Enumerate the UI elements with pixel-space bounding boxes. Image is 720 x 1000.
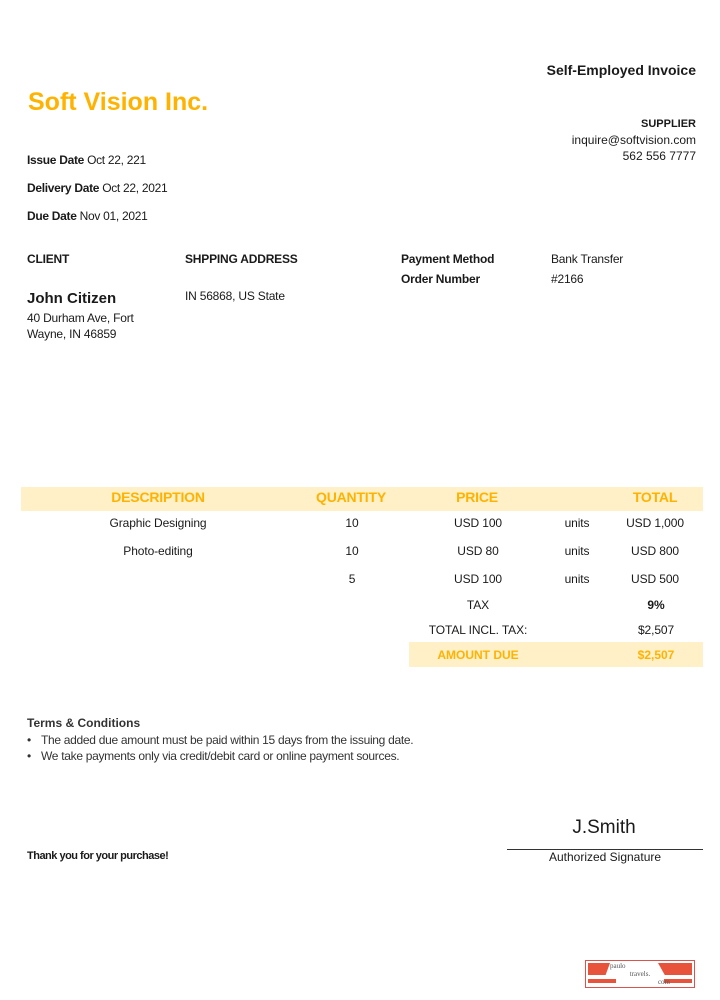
row-unit: units <box>564 516 590 530</box>
row-description: Photo-editing <box>123 544 193 558</box>
client-address: 40 Durham Ave, Fort Wayne, IN 46859 <box>27 311 134 341</box>
row-total: USD 1,000 <box>626 516 684 530</box>
row-total: USD 500 <box>631 572 679 586</box>
terms-item: • The added due amount must be paid within 15 days from the issuing date. <box>27 733 414 747</box>
row-quantity: 10 <box>345 516 359 530</box>
header-description: DESCRIPTION <box>111 489 205 505</box>
thank-you-note: Thank you for your purchase! <box>27 850 169 862</box>
total-incl-tax-value: $2,507 <box>637 623 675 637</box>
row-unit: units <box>564 572 590 586</box>
shipping-label: SHPPING ADDRESS <box>185 252 298 266</box>
client-label: CLIENT <box>27 252 70 266</box>
payment-method-value: Bank Transfer <box>551 252 624 266</box>
order-number-value: #2166 <box>551 272 584 286</box>
signature-name: J.Smith <box>572 817 636 838</box>
delivery-date-label: Delivery Date <box>27 181 100 195</box>
row-total: USD 800 <box>631 544 679 558</box>
supplier-block <box>572 116 696 164</box>
company-name: Soft Vision Inc. <box>28 88 209 116</box>
supplier-email: inquire@softvision.com <box>571 133 696 147</box>
header-total: TOTAL <box>632 489 678 505</box>
header-quantity: QUANTITY <box>316 489 386 505</box>
delivery-date-value: Oct 22, 2021 <box>102 181 168 195</box>
order-number-label: Order Number <box>401 272 480 286</box>
bullet-icon: • <box>27 733 31 747</box>
delivery-date-row <box>27 181 167 195</box>
issue-date-label: Issue Date <box>27 153 85 167</box>
row-quantity: 5 <box>348 572 356 586</box>
row-price: USD 80 <box>457 544 499 558</box>
due-date-value: Nov 01, 2021 <box>79 209 148 223</box>
terms-title: Terms & Conditions <box>27 716 141 730</box>
header-price: PRICE <box>456 489 498 505</box>
tax-label: TAX <box>466 598 490 612</box>
amount-due-label: AMOUNT DUE <box>437 648 519 662</box>
supplier-phone: 562 556 7777 <box>622 149 696 163</box>
payment-method-label: Payment Method <box>401 252 495 266</box>
due-date-row <box>27 209 147 223</box>
terms-item: • We take payments only via credit/debit card or online payment sources. <box>27 749 400 763</box>
invoice-title: Self-Employed Invoice <box>546 62 696 78</box>
row-price: USD 100 <box>454 516 502 530</box>
signature-label: Authorized Signature <box>548 850 662 864</box>
row-quantity: 10 <box>345 544 359 558</box>
client-name: John Citizen <box>27 290 117 307</box>
row-description: Graphic Designing <box>109 516 207 530</box>
watermark-text: paulo travels. com <box>610 962 670 986</box>
issue-date-value: Oct 22, 221 <box>87 153 146 167</box>
tax-value: 9% <box>647 598 665 612</box>
total-incl-tax-label: TOTAL INCL. TAX: <box>428 623 528 637</box>
row-price: USD 100 <box>454 572 502 586</box>
due-date-label: Due Date <box>27 209 77 223</box>
row-unit: units <box>564 544 590 558</box>
supplier-label: SUPPLIER <box>640 118 696 130</box>
shipping-address: IN 56868, US State <box>185 289 285 303</box>
bullet-icon: • <box>27 749 31 763</box>
issue-date-row <box>27 153 146 167</box>
watermark-logo <box>585 960 695 988</box>
amount-due-value: $2,507 <box>637 648 675 662</box>
